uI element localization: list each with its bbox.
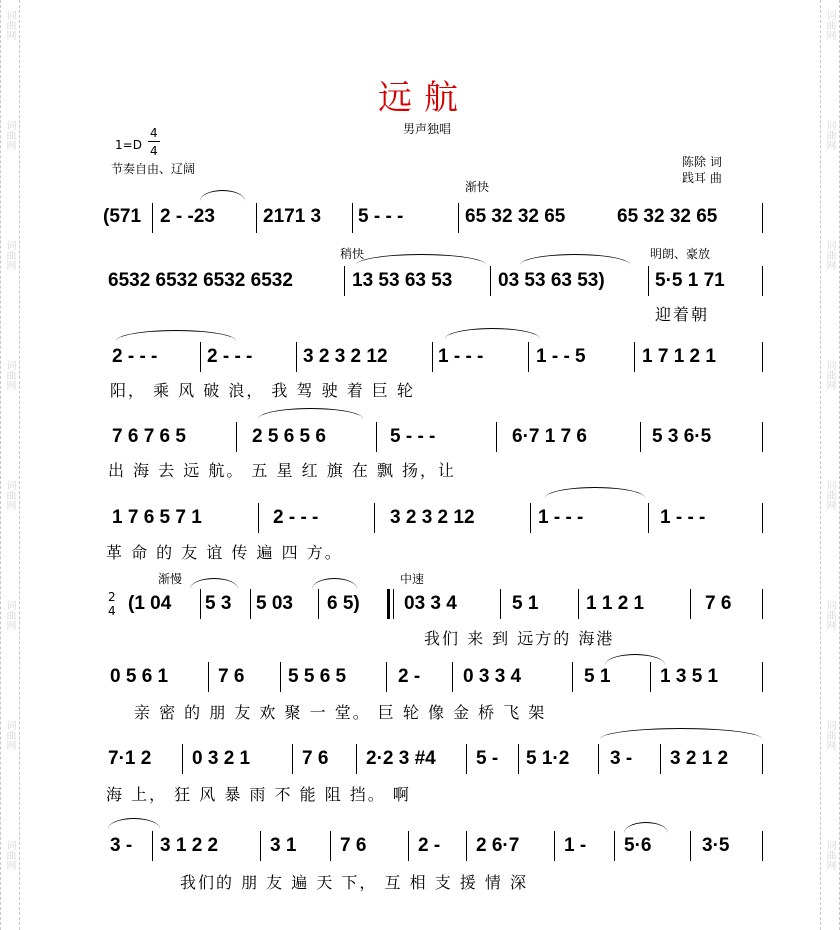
measure: 0 3 2 1 [192,748,251,769]
barline [376,422,377,452]
watermark-text: 词曲网 [824,600,835,630]
measure: (1 04 [128,593,172,614]
watermark-text: 词曲网 [824,360,835,390]
measure: 1 - - - [538,507,584,528]
barline [458,203,459,233]
measure: 2 5 6 5 6 [252,426,326,447]
measure: 2171 3 [263,206,322,227]
barline [356,744,357,774]
watermark-text: 词曲网 [824,10,835,40]
measure: 2 - - - [112,346,158,367]
barline [208,662,209,692]
barline [598,744,599,774]
measure: 13 53 63 53 [352,270,453,291]
measure: 5 - [476,748,499,769]
measure: 5 1·2 [526,748,570,769]
measure: 1 - - - [438,346,484,367]
barline [762,203,763,233]
watermark-text: 词曲网 [4,720,15,750]
barline [762,744,763,774]
measure: 5 5 6 5 [288,666,347,687]
slur [312,578,357,589]
watermark-text: 词曲网 [4,600,15,630]
measure: 5 3 [205,593,232,614]
slur [445,328,540,339]
barline [762,589,763,619]
barline [280,662,281,692]
barline [432,342,433,372]
measure: 03 3 4 [404,593,457,614]
barline [182,744,183,774]
slur [600,728,762,739]
barline [554,831,555,861]
barline [236,422,237,452]
measure: 5 1 [584,666,611,687]
measure: 3 1 [270,835,297,856]
barline [490,266,491,296]
barline [572,662,573,692]
measure: 7·1 2 [108,748,152,769]
measure: 1 - - 5 [536,346,586,367]
right-watermark-strip [820,0,840,930]
slur [258,408,363,419]
expression-mark: 稍快 [340,247,365,261]
lyric-line: 阳， 乘 风 破 浪， 我 驾 驶 着 巨 轮 [110,381,415,400]
measure: 7 6 [218,666,245,687]
barline [200,342,201,372]
expression-mark: 明朗、豪放 [650,247,711,261]
measure: 1 7 6 5 7 1 [112,507,202,528]
slur [545,487,645,498]
measure: 1 - - - [660,507,706,528]
barline [528,342,529,372]
lyric-line: 我们的 朋 友 遍 天 下， 互 相 支 援 情 深 [180,873,528,892]
watermark-text: 词曲网 [4,120,15,150]
key-signature: 1=D [115,138,142,152]
barline [762,342,763,372]
barline [762,422,763,452]
barline [152,831,153,861]
measure: 5 - - - [358,206,404,227]
measure: 5·5 1 71 [655,270,725,291]
barline [408,831,409,861]
watermark-text: 词曲网 [824,240,835,270]
measure: 65 32 32 65 [465,206,566,227]
watermark-text: 词曲网 [824,480,835,510]
measure: 3 2 3 2 12 [390,507,475,528]
lyric-line: 革 命 的 友 谊 传 遍 四 方。 [106,543,343,562]
slur [520,254,630,265]
measure: 5 1 [512,593,539,614]
measure: 3 1 2 2 [160,835,219,856]
watermark-text: 词曲网 [824,120,835,150]
time-signature-line [148,141,160,142]
measure: 03 53 63 53) [498,270,605,291]
slur [624,822,668,833]
barline [466,744,467,774]
barline [762,831,763,861]
barline [690,831,691,861]
watermark-text: 词曲网 [4,10,15,40]
measure: 2·2 3 #4 [366,748,436,769]
time-signature-change-top: 2 [108,590,116,604]
measure: 65 32 32 65 [617,206,718,227]
repeat-barline [393,589,394,619]
lyric-line: 亲 密 的 朋 友 欢 聚 一 堂。 巨 轮 像 金 桥 飞 架 [134,703,547,722]
time-signature-bottom: 4 [150,144,158,158]
composer-credit: 践耳 曲 [682,171,722,185]
barline [660,744,661,774]
barline [614,831,615,861]
tempo-marking: 节奏自由、辽阔 [111,162,196,176]
measure: 5·6 [624,835,652,856]
measure: 2 - - - [207,346,253,367]
measure: 3 2 3 2 12 [303,346,388,367]
barline [152,203,153,233]
measure: 3 - [110,835,133,856]
slur [116,330,236,341]
measure: 3 - [610,748,633,769]
barline [296,342,297,372]
barline [374,503,375,533]
expression-mark: 中速 [400,572,425,586]
repeat-barline [387,589,390,619]
measure: 2 - - - [273,507,319,528]
left-watermark-strip [0,0,20,930]
time-signature-top: 4 [150,126,158,140]
measure: (571 [103,206,142,227]
measure: 2 - [398,666,421,687]
barline [640,422,641,452]
expression-mark: 渐快 [465,180,490,194]
lyric-line: 出 海 去 远 航。 五 星 红 旗 在 飘 扬，让 [108,461,456,480]
measure: 7 6 [340,835,367,856]
barline [256,203,257,233]
slur [190,578,238,589]
measure: 0 5 6 1 [110,666,169,687]
measure: 1 1 2 1 [586,593,645,614]
measure: 5 03 [256,593,293,614]
barline [258,503,259,533]
barline [200,589,201,619]
measure: 0 3 3 4 [463,666,522,687]
barline [578,589,579,619]
lyric-line: 海 上， 狂 风 暴 雨 不 能 阻 挡。 啊 [106,785,411,804]
barline [690,589,691,619]
expression-mark: 渐慢 [158,572,183,586]
barline [762,266,763,296]
lyric-line: 我们 来 到 远方的 海港 [424,629,615,648]
measure: 1 - [564,835,587,856]
measure: 2 6·7 [476,835,520,856]
watermark-text: 词曲网 [824,840,835,870]
song-subtitle: 男声独唱 [403,122,452,136]
measure: 2 - -23 [160,206,215,227]
measure: 6532 6532 6532 6532 [108,270,293,291]
barline [292,744,293,774]
measure: 1 3 5 1 [660,666,719,687]
barline [352,203,353,233]
measure: 1 7 1 2 1 [642,346,716,367]
barline [466,831,467,861]
measure: 6 5) [327,593,360,614]
measure: 6·7 1 7 6 [512,426,587,447]
barline [648,266,649,296]
watermark-text: 词曲网 [824,720,835,750]
barline [648,503,649,533]
measure: 3 2 1 2 [670,748,729,769]
measure: 5 3 6·5 [652,426,712,447]
measure: 7 6 7 6 5 [112,426,186,447]
measure: 7 6 [705,593,732,614]
barline [530,503,531,533]
measure: 3·5 [702,835,730,856]
barline [452,662,453,692]
measure: 2 - [418,835,441,856]
slur [356,254,486,265]
barline [500,589,501,619]
barline [634,342,635,372]
watermark-text: 词曲网 [4,480,15,510]
barline [318,589,319,619]
lyricist-credit: 陈除 词 [682,155,722,169]
song-title: 远航 [378,78,470,118]
watermark-text: 词曲网 [4,240,15,270]
barline [386,662,387,692]
barline [344,266,345,296]
watermark-text: 词曲网 [4,360,15,390]
measure: 5 - - - [390,426,436,447]
barline [762,662,763,692]
barline [650,662,651,692]
barline [250,589,251,619]
slur [200,190,245,201]
barline [762,503,763,533]
slur [108,818,160,829]
watermark-text: 词曲网 [4,840,15,870]
barline [496,422,497,452]
barline [518,744,519,774]
lyric-line: 迎着朝 [655,305,710,324]
time-signature-change-bottom: 4 [108,604,116,618]
measure: 7 6 [302,748,329,769]
slur [605,654,665,665]
barline [330,831,331,861]
barline [260,831,261,861]
